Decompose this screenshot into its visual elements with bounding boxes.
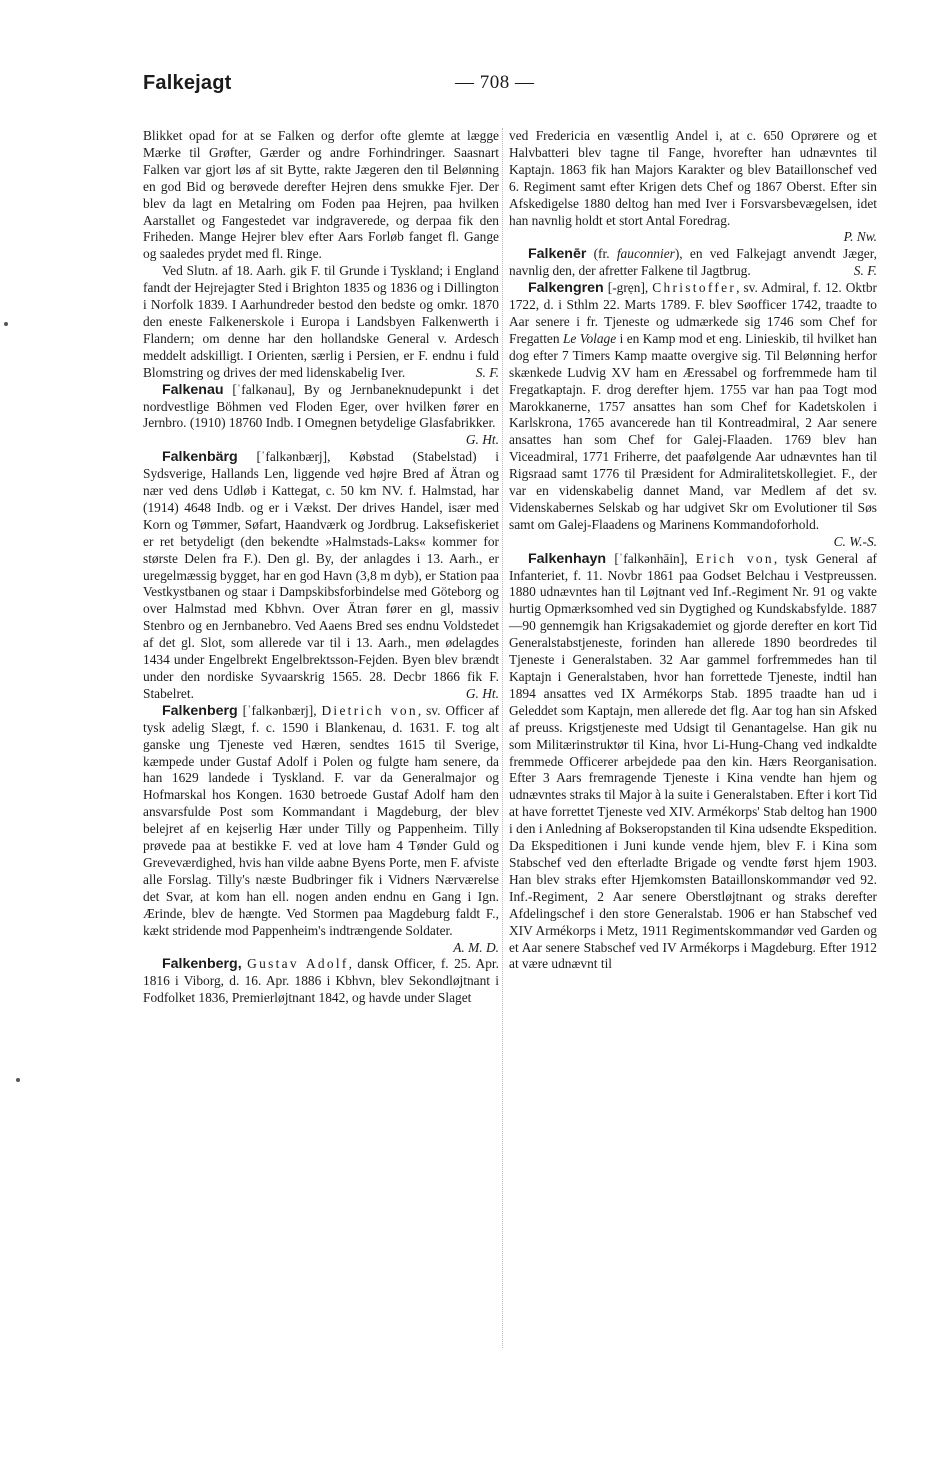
entry-text: , dansk Officer, f. 25. Apr. 1816 i Viborg, d. 16. Apr. 1886 i Kbhvn, blev Sekondløjtnant i Fodfolket 1836, Premierløjtnant 1842, og havde under Slaget: [143, 956, 499, 1006]
entry-falkener: [509, 246, 877, 280]
headword: Falkenbärg: [162, 449, 238, 466]
signature: A. M. D.: [453, 939, 499, 955]
entry-falkenberg-gustav: [143, 956, 499, 1007]
entry-falkengren: Falkengren [-grẹn], Christoffer, sv. Admiral, f. 12. Oktbr 1722, d. i Sthlm 22. Marts 1789. F. blev Søofficer 1742, traadte to Aar senere i fr. Tjeneste og udmærkede sig 1746 som Chef for Fregatten Le Volage i en Kamp mod et eng. Linieskib, til hvilket han dog efter 7 Timers Kamp maatte overgive sig. Til Belønning herfor skænkede Ludvig XV ham en Æressabel og forfremmede ham til Fregatkaptajn. F. drog derefter hjem. 1755 var han paa Togt mod Marokkanerne, 1757 ansattes han som Chef for Kadetskolen i Karlskrona, 1765 avancerede han til Kontreadmiral, 2 Aar senere ansattes han som Chef for Galej-Flaaden. 1769 blev han Viceadmiral, 1771 Friherre, det paafølgende Aar udnævntes han til Rigsraad samt 1776 til Præsident for Admiralitetskollegiet. F., der var en videnskabelig dannet Mand, var Medlem af det sv. Videnskabernes Selskab og har udgivet Skr om Evolutioner til Søs samt om Galej-Flaadens og Marinens Kommandoforhold. C. W.-S.: [509, 280, 877, 549]
entry-text: i en Kamp mod et eng. Linieskib, til hvilket han dog efter 7 Timers Kamp maatte overgive sig. Til Belønning herfor skænkede Ludvig XV ham en Æressabel og forfremmede ham til Fregatkaptajn. F. drog derefter hjem. 1755 var han paa Togt mod Marokkanerne, 1757 ansattes han som Chef for Kadetskolen i Karlskrona, 1765 avancerede han til Kontreadmiral, 2 Aar senere ansattes han som Chef for Galej-Flaaden. 1769 blev han Viceadmiral, 1771 Friherre, det paafølgende Aar udnævntes han til Rigsraad samt 1776 til Præsident for Admiralitetskollegiet. F., der var en videnskabelig dannet Mand, var Medlem af det sv. Videnskabernes Selskab og har udgivet Skr om Evolutioner til Søs samt om Galej-Flaadens og Marinens Kommandoforhold.: [509, 330, 877, 532]
pronunciation: [ˈfalkənau]: [232, 381, 292, 397]
signature: P. Nw.: [843, 229, 877, 245]
running-head: Falkejagt: [143, 72, 232, 94]
page-number: — 708 —: [455, 72, 535, 93]
headword: Falkenberg,: [162, 956, 242, 973]
person-name: Dietrich von: [321, 702, 418, 718]
headword: Falkenau: [162, 381, 224, 398]
signature: G. Ht.: [465, 432, 499, 448]
paragraph-text: Blikket opad for at se Falken og derfor ofte glemte at lægge Mærke til Grøfter, Gærder og andre Forhindringer. Saasnart Falken var gjort løs af sit Bytte, rakte Jægeren den til Belønning en god Bid og berøvede derefter Hejren dens smukke Fjer. Der blev da lagt en Metalring om Foden paa Hejren, paa hvilken Aarstallet og Fangestedet var indgraverede, og derpaa fik den Friheden. Mange Hejrer blev efter Aars Forløb fanget fl. Gange og saaledes prydet med fl. Ringe.: [143, 128, 499, 262]
entry-falkenau: [143, 381, 499, 448]
entry-text: , By og Jernbaneknudepunkt i det nordvestlige Böhmen ved Floden Eger, over hvilken fører en Jernbro. (1910) 18760 Indb. I Omegnen betydelige Glasfabrikker.: [143, 381, 499, 431]
signature: S. F.: [853, 263, 877, 279]
entry-text: , sv. Admiral, f. 12. Oktbr 1722, d. i Sthlm 22. Marts 1789. F. blev Søofficer 1742, traadte to Aar senere i fr. Tjeneste og udmærkede sig 1746 som Chef for Fregatten: [509, 280, 877, 346]
pronunciation: [ˈfalkənbærj]: [256, 449, 328, 465]
signature: C. W.-S.: [833, 533, 877, 549]
signature: G. Ht.: [465, 685, 499, 701]
entry-text: ), en ved Falkejagt anvendt Jæger, navnlig den, der afretter Falkene til Jagtbrug.: [509, 246, 877, 279]
right-column: [509, 128, 877, 973]
person-name: Erich von: [695, 550, 774, 566]
person-name: Christoffer: [652, 280, 737, 296]
column-divider: [502, 128, 503, 1348]
paragraph-text: ved Fredericia en væsentlig Andel i, at c. 650 Oprørere og et Halvbatteri blev tagne til Fange, hvorefter han udnævntes til Kaptajn. 1863 fik han Majors Karakter og blev Bataillonschef ved 6. Regiment samt efter Krigen dets Chef og 1867 Oberst. Efter sin Afskedigelse 1880 deltog han med Iver i Forsvarsbevægelsen, idet han navnlig holdt et stort Antal Foredrag.: [509, 128, 877, 228]
person-name: Gustav Adolf: [247, 956, 349, 972]
entry-text: , tysk General af Infanteriet, f. 11. Novbr 1861 paa Godset Belchau i Vestpreussen. 1880 udnævntes han til Løjtnant ved Inf.-Regiment Nr. 91 og vakte hurtig Opmærksomhed ved sin Dygtighed og Kundskabsfylde. 1887—90 gennemgik han Krigsakademiet og gjorde derefter en kort Tid Generalstabstjeneste, forinden han allerede 1890 beordredes til Tjeneste i Generalstaben. 32 Aar gammel forfremmedes han til Kaptajn i Generalstaben, hvor han forrettede Tjeneste, indtil han 1894 ansattes ved IX Armékorps Stab. 1895 traadte han ud i Geleddet som Kaptajn, men allerede det flg. Aar tog han sin Afsked af preuss. Krigstjeneste med Udsigt til Genantagelse. Han gik nu som Militærinstruktør til Kina, hvor Li-Hung-Chang ved indkaldte fremmede Officerer arbejdede paa den kin. Hærs Reorganisation. Efter 3 Aars fremragende Tjeneste i Kina vendte han hjem og udnævntes straks til Major à la suite i Generalstaben. Efter i kort Tid at have forrettet Tjeneste ved XIV. Armékorps' Stab deltog han 1900 i den i Anledning af Bokseropstanden til Kina udsendte Ekspedition. Da Ekspeditionen i Juni kunde vende hjem, blev F. i Kina som Stabschef ved den efterladte Brigade og vendte først hjem 1903. Han blev straks efter Hjemkomsten Bataillonskommandør ved 92. Inf.-Regiment, 2 Aar senere Oberstløjtnant og straks derefter Afdelingschef i den store Generalstab. 1906 er han Stabschef ved XIV Armékorps i Metz, 1911 Regimentskommandør ved Garden og et Aar senere Stabschef ved IV Armékorps i Magdeburg. Efter 1912 at være udnævnt til: [509, 550, 877, 972]
foreign-word: fauconnier: [616, 246, 675, 262]
headword: Falkenberg: [162, 702, 238, 719]
signature: S. F.: [475, 364, 499, 380]
left-column: [143, 128, 499, 1007]
page-header: [0, 68, 936, 108]
pronunciation: [ˈfalkənhāin]: [614, 550, 685, 566]
margin-mark: [4, 322, 8, 326]
paragraph: [143, 263, 499, 381]
headword: Falkengren: [528, 280, 604, 297]
entry-falkenberg-dietrich: Falkenberg [ˈfalkənbærj], Dietrich von, sv. Officer af tysk adelig Slægt, f. c. 1590 i Blankenau, d. 1631. F. tog alt ganske ung Tjeneste ved Hæren, sendtes 1615 til Sverige, kæmpede under Gustaf Adolf i Polen og fulgte ham senere, da han 1629 landede i Tyskland. F. var da Generalmajor og Hofmarskal hos Kongen. 1630 betroede Gustaf Adolf ham den ansvarsfulde Post som Kommandant i Magdeburg, der blev belejret af en kejserlig Hær under Tilly og Pappenheim. Tilly prøvede paa at bestikke F. ved at love ham 4 Tønder Guld og Greveværdighed, hvis han vilde aabne Byens Porte, men F. afviste alle Forslag. Tilly's næste Budbringer fik i Vidners Nærværelse det Svar, at kom han ell. nogen anden endnu en Gang i Ign. Ærinde, blev de hængte. Ved Stormen paa Magdeburg faldt F., kækt stridende mod Pappenheim's indtrængende Soldater. A. M. D.: [143, 702, 500, 955]
entry-falkenbarg: [143, 449, 499, 703]
entry-text: , sv. Officer af tysk adelig Slægt, f. c. 1590 i Blankenau, d. 1631. F. tog alt ganske ung Tjeneste ved Hæren, sendtes 1615 til Sverige, kæmpede under Gustaf Adolf i Polen og fulgte ham senere, da han 1629 landede i Tyskland. F. var da Generalmajor og Hofmarskal hos Kongen. 1630 betroede Gustaf Adolf ham den ansvarsfulde Post som Kommandant i Magdeburg, der blev belejret af en kejserlig Hær under Tilly og Pappenheim. Tilly prøvede paa at bestikke F. ved at love ham 4 Tønder Guld og Greveværdighed, hvis han vilde aabne Byens Porte, men F. afviste alle Forslag. Tilly's næste Budbringer fik i Vidners Nærværelse det Svar, at kom han ell. nogen anden endnu en Gang i Ign. Ærinde, blev de hængte. Ved Stormen paa Magdeburg faldt F., kækt stridende mod Pappenheim's indtrængende Soldater.: [143, 702, 500, 938]
headword: Falkenēr: [528, 246, 587, 263]
paragraph: [143, 128, 499, 263]
ship-name: Le Volage: [562, 330, 617, 346]
paragraph-text: Ved Slutn. af 18. Aarh. gik F. til Grunde i Tyskland; i England fandt der Hejrejagter Sted i Brighton 1835 og 1836 og i Dillington i Norfolk 1839. I Aarhundreder bestod den bedste og omkr. 1870 den eneste Falkenerskole i Europa i Landsbyen Falkenwerth i Flandern; om denne har den hollandske General v. Ardesch meddelt adskilligt. I Orienten, særlig i Persien, er F. endnu i fuld Blomstring og drives der med lidenskabelig Iver.: [143, 263, 499, 380]
headword: Falkenhayn: [528, 550, 607, 567]
margin-mark: [16, 1078, 20, 1082]
entry-text: , Købstad (Stabelstad) i Sydsverige, Hallands Len, liggende ved højre Bred af Ätran og nær ved dens Udløb i Kattegat, c. 50 km NV. f. Halmstad, har (1914) 4648 Indb. og er i Vækst. Der drives Handel, især med Korn og Tømmer, Søfart, Haandværk og Jordbrug. Laksefiskeriet er ret betydeligt (den bekendte »Halmstads-Laks« kommer for største Delen fra F.). Den gl. By, der anlagdes i 13. Aarh., er uregelmæssig bygget, har en god Havn (3,8 m dyb), er Station paa Vestkystbanen og staar i Dampskibsforbindelse med Göteborg og over Halmstad med Kbhvn. Over Ätran fører en gl, massiv Stenbro og en Jernbanebro. Ved Aaens Bred ses endnu Voldstedet af det gl. Slot, som allerede var til i 13. Aarh., men ødelagdes 1434 under Engelbrekt Engelbrektsson-Fejden. Byen blev brændt under den nordiske Syvaarskrig 1565. 28. Decbr 1866 fik F. Stabelret.: [143, 449, 499, 701]
entry-falkenhayn: Falkenhayn [ˈfalkənhāin], Erich von, tysk General af Infanteriet, f. 11. Novbr 1861 paa Godset Belchau i Vestpreussen. 1880 udnævntes han til Løjtnant ved Inf.-Regiment Nr. 91 og vakte hurtig Opmærksomhed ved sin Dygtighed og Kundskabsfylde. 1887—90 gennemgik han Krigsakademiet og gjorde derefter en kort Tid Generalstabstjeneste, forinden han allerede 1890 beordredes til Tjeneste i Generalstaben. 32 Aar gammel forfremmedes han til Kaptajn i Generalstaben, hvor han forrettede Tjeneste, indtil han 1894 ansattes ved IX Armékorps Stab. 1895 traadte han ud i Geleddet som Kaptajn, men allerede det flg. Aar tog han sin Afsked af preuss. Krigstjeneste med Udsigt til Genantagelse. Han gik nu som Militærinstruktør til Kina, hvor Li-Hung-Chang ved indkaldte fremmede Officerer arbejdede paa den kin. Hærs Reorganisation. Efter 3 Aars fremragende Tjeneste i Kina vendte han hjem og udnævntes straks til Major à la suite i Generalstaben. Efter i kort Tid at have forrettet Tjeneste ved XIV. Armékorps' Stab deltog han 1900 i den i Anledning af Bokseropstanden til Kina udsendte Ekspedition. Da Ekspeditionen i Juni kunde vende hjem, blev F. i Kina som Stabschef ved den efterladte Brigade og vendte først hjem 1903. Han blev straks efter Hjemkomsten Bataillonskommandør ved 92. Inf.-Regiment, 2 Aar senere Oberstløjtnant og straks derefter Afdelingschef i den store Generalstab. 1906 er han Stabschef ved XIV Armékorps i Metz, 1911 Regimentskommandør ved Garden og et Aar senere Stabschef ved IV Armékorps i Magdeburg. Efter 1912 at være udnævnt til: [509, 550, 877, 972]
paragraph: [509, 128, 877, 229]
pronunciation: [-grẹn]: [607, 280, 645, 296]
pronunciation: [ˈfalkənbærj]: [242, 702, 314, 718]
language-label: (fr.: [593, 246, 610, 262]
